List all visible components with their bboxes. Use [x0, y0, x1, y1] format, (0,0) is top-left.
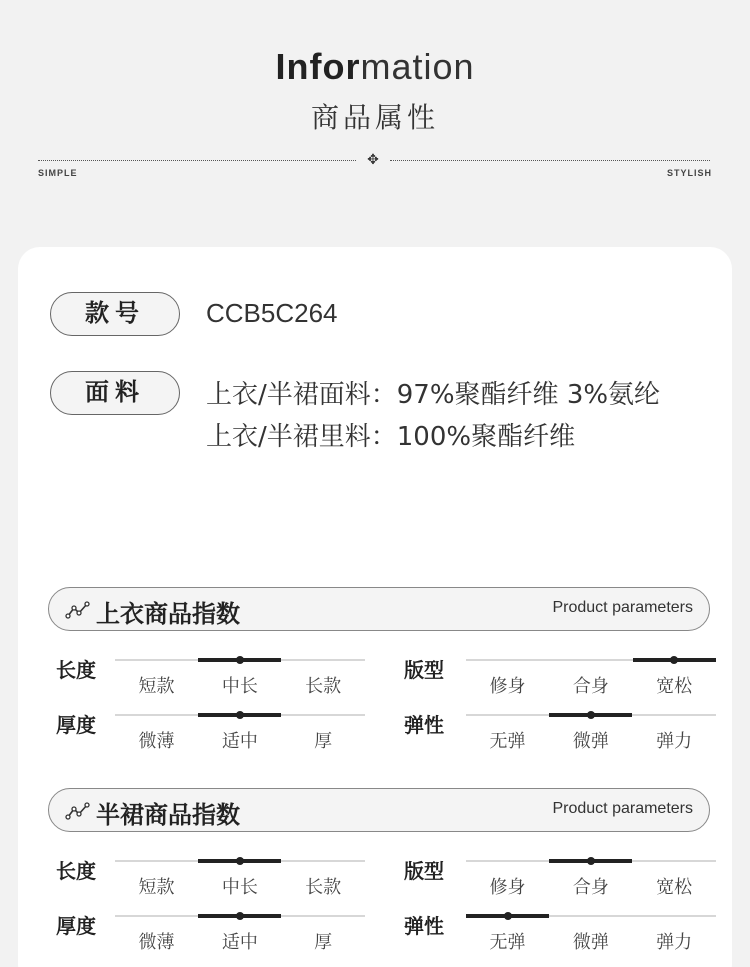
divider-right: [390, 160, 710, 161]
scale-marker-dot: [587, 711, 595, 719]
param-scale: [115, 855, 365, 898]
scale-marker-dot: [236, 656, 244, 664]
scale-option: 长款: [305, 676, 342, 697]
param-scale: [115, 910, 365, 953]
scale-option: 合身: [572, 877, 609, 898]
title-english: [0, 46, 750, 88]
scale-option: 弹力: [656, 932, 693, 953]
param-scale: [115, 709, 365, 752]
scale-option: 修身: [489, 676, 526, 697]
tag-stylish: STYLISH: [666, 168, 712, 178]
scale-option: 宽松: [656, 676, 693, 697]
param-scale: [466, 654, 716, 697]
trend-line-icon: [65, 600, 91, 620]
title-english-bold: Infor: [275, 46, 361, 87]
scale-option: 合身: [572, 676, 609, 697]
compass-cross-icon: ✥: [367, 152, 379, 168]
param-label: 长度: [56, 658, 96, 682]
scale-marker-dot: [236, 857, 244, 865]
page-header: [0, 0, 750, 200]
fabric-line-lining: 上衣/半裙里料：100%聚酯纤维: [206, 422, 576, 452]
scale-option: 中长: [221, 877, 258, 898]
scale-option: 微薄: [138, 932, 175, 953]
scale-option: 短款: [138, 877, 175, 898]
fabric-line-outer: 上衣/半裙面料：97%聚酯纤维 3%氨纶: [206, 380, 661, 410]
param-label: 版型: [404, 859, 444, 883]
section-title: 半裙商品指数: [96, 801, 240, 829]
section-subtitle: Product parameters: [552, 599, 693, 616]
model-label-pill: 款号: [50, 292, 180, 336]
scale-option: 弹力: [656, 731, 693, 752]
section-title: 上衣商品指数: [96, 600, 240, 628]
scale-option: 适中: [221, 731, 258, 752]
title-english-light: mation: [360, 46, 475, 87]
section-subtitle: Product parameters: [552, 800, 693, 817]
scale-option: 厚: [314, 731, 333, 752]
section-band-top: [48, 587, 710, 631]
fabric-label-pill: 面料: [50, 371, 180, 415]
scale-option: 中长: [221, 676, 258, 697]
param-label: 版型: [404, 658, 444, 682]
trend-line-icon: [65, 801, 91, 821]
scale-option: 无弹: [489, 932, 526, 953]
param-scale: [466, 910, 716, 953]
param-label: 弹性: [404, 713, 444, 737]
scale-marker-dot: [670, 656, 678, 664]
tag-simple: SIMPLE: [38, 168, 78, 178]
scale-option: 短款: [138, 676, 175, 697]
scale-option: 适中: [221, 932, 258, 953]
scale-option: 长款: [305, 877, 342, 898]
scale-marker-dot: [236, 912, 244, 920]
param-label: 厚度: [56, 914, 96, 938]
scale-marker-dot: [504, 912, 512, 920]
scale-option: 修身: [489, 877, 526, 898]
scale-option: 微弹: [572, 932, 609, 953]
scale-marker-dot: [587, 857, 595, 865]
param-scale: [115, 654, 365, 697]
scale-option: 厚: [314, 932, 333, 953]
scale-option: 宽松: [656, 877, 693, 898]
divider-left: [38, 160, 356, 161]
param-label: 长度: [56, 859, 96, 883]
param-label: 厚度: [56, 713, 96, 737]
scale-option: 微弹: [572, 731, 609, 752]
model-value: CCB5C264: [206, 298, 338, 328]
param-scale: [466, 709, 716, 752]
scale-option: 微薄: [138, 731, 175, 752]
title-chinese: 商品属性: [310, 101, 439, 134]
scale-option: 无弹: [489, 731, 526, 752]
scale-marker-dot: [236, 711, 244, 719]
param-label: 弹性: [404, 914, 444, 938]
section-band-skirt: [48, 788, 710, 832]
param-scale: [466, 855, 716, 898]
